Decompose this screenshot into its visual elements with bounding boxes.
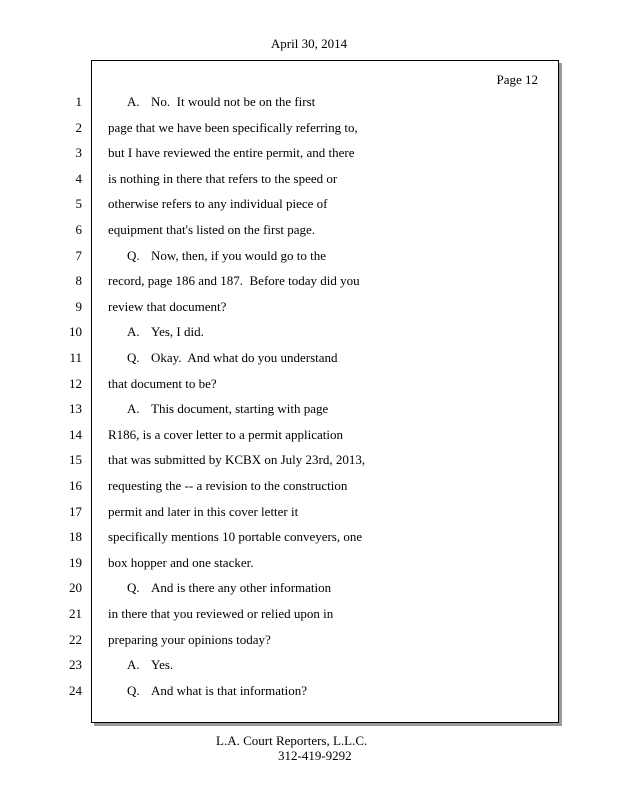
line-number: 2 <box>75 120 82 135</box>
line-number: 24 <box>69 683 82 698</box>
line-number: 12 <box>69 376 82 391</box>
line-content: but I have reviewed the entire permit, and there <box>108 145 355 160</box>
transcript-line <box>108 427 343 443</box>
transcript-line <box>108 120 358 136</box>
line-content: And is there any other information <box>151 580 332 595</box>
speaker-label: A. <box>127 657 140 672</box>
transcript-line <box>108 555 253 571</box>
line-content: in there that you reviewed or relied upon in <box>108 606 334 621</box>
footer-phone: 312-419-9292 <box>278 748 352 763</box>
line-number: 14 <box>69 427 82 442</box>
line-content: that document to be? <box>108 376 217 391</box>
transcript-line <box>108 504 298 520</box>
transcript-line <box>108 222 315 238</box>
line-content: Yes. <box>151 657 174 672</box>
header-date: April 30, 2014 <box>270 36 348 51</box>
line-number: 11 <box>69 350 82 365</box>
line-number: 19 <box>69 555 82 570</box>
line-content: record, page 186 and 187. Before today did you <box>108 273 360 288</box>
transcript-line <box>108 299 226 315</box>
line-number: 6 <box>75 222 82 237</box>
transcript-line <box>127 683 307 699</box>
line-number: 10 <box>69 324 82 339</box>
line-number: 22 <box>69 632 82 647</box>
transcript-line <box>108 632 271 648</box>
line-content: Now, then, if you would go to the <box>151 248 326 263</box>
speaker-label: Q. <box>127 683 140 698</box>
speaker-label: Q. <box>127 248 140 263</box>
line-number: 13 <box>69 401 82 416</box>
transcript-line <box>127 248 326 264</box>
line-number: 5 <box>75 196 82 211</box>
line-content: And what is that information? <box>151 683 307 698</box>
line-content: Yes, I did. <box>151 324 204 339</box>
line-number: 4 <box>75 171 82 186</box>
line-content: is nothing in there that refers to the speed or <box>108 171 338 186</box>
line-number: 8 <box>75 273 82 288</box>
line-number: 17 <box>69 504 82 519</box>
line-content: box hopper and one stacker. <box>108 555 254 570</box>
transcript-line <box>108 145 355 161</box>
speaker-label: A. <box>127 94 140 109</box>
line-number: 7 <box>75 248 82 263</box>
line-number: 20 <box>69 580 82 595</box>
transcript-line <box>127 324 204 340</box>
line-content: requesting the -- a revision to the construction <box>108 478 348 493</box>
line-number: 15 <box>69 452 82 467</box>
transcript-line <box>127 401 328 417</box>
line-content: preparing your opinions today? <box>108 632 271 647</box>
line-number: 23 <box>69 657 82 672</box>
transcript-line <box>127 94 315 110</box>
transcript-line <box>127 657 173 673</box>
transcript-line <box>108 452 365 468</box>
transcript-line <box>108 196 327 212</box>
line-number: 9 <box>75 299 82 314</box>
transcript-line <box>127 350 338 366</box>
line-content: page that we have been specifically referring to, <box>108 120 358 135</box>
transcript-line <box>108 606 333 622</box>
line-content: review that document? <box>108 299 227 314</box>
transcript-line <box>127 580 331 596</box>
line-number: 3 <box>75 145 82 160</box>
line-content: R186, is a cover letter to a permit application <box>108 427 344 442</box>
footer-firm: L.A. Court Reporters, L.L.C. <box>216 733 368 748</box>
transcript-line <box>108 478 347 494</box>
line-content: specifically mentions 10 portable conveyers, one <box>108 529 363 544</box>
speaker-label: A. <box>127 324 140 339</box>
speaker-label: Q. <box>127 350 140 365</box>
line-content: No. It would not be on the first <box>151 94 316 109</box>
line-content: equipment that's listed on the first page. <box>108 222 316 237</box>
line-content: permit and later in this cover letter it <box>108 504 299 519</box>
line-content: This document, starting with page <box>151 401 329 416</box>
transcript-line <box>108 171 337 187</box>
line-content: Okay. And what do you understand <box>151 350 338 365</box>
line-number: 16 <box>69 478 82 493</box>
speaker-label: Q. <box>127 580 140 595</box>
transcript-line <box>108 376 217 392</box>
transcript-line <box>108 529 362 545</box>
line-number: 1 <box>75 94 82 109</box>
page-number: Page 12 <box>496 72 538 87</box>
line-number: 21 <box>69 606 82 621</box>
speaker-label: A. <box>127 401 140 416</box>
line-content: otherwise refers to any individual piece of <box>108 196 328 211</box>
line-content: that was submitted by KCBX on July 23rd, 2013, <box>108 452 366 467</box>
line-number: 18 <box>69 529 82 544</box>
transcript-line <box>108 273 360 289</box>
